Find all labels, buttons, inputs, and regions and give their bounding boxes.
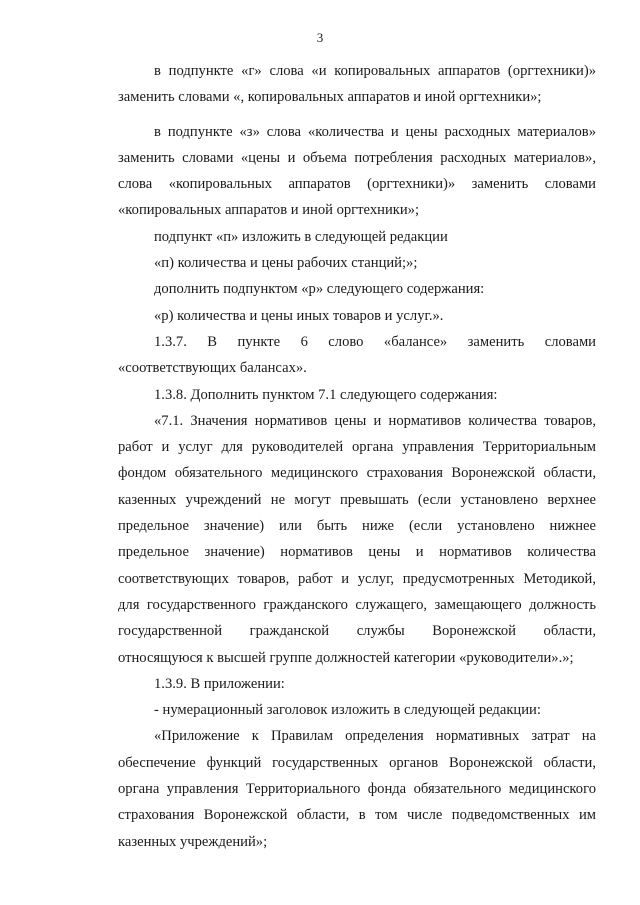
paragraph-1-3-9 [118,671,596,697]
text-line: предельное значение) нормативов цены и нормативов количества [118,544,596,561]
text-line: 1.3.7. В пункте 6 слово «балансе» заменить словами [154,333,596,350]
text-line: органа управления Территориального фонда обязательного медицинского [118,781,596,798]
text-line: в подпункте «г» слова «и копировальных аппаратов (оргтехники)» [154,63,596,79]
paragraph-subitem-z [118,119,596,224]
text-line: государственной гражданской службы Воронежской области, [118,623,596,640]
text-line: - нумерационный заголовок изложить в следующей редакции: [154,702,541,719]
paragraph-appendix-heading [118,723,596,854]
text-line: заменить словами «, копировальных аппаратов и иной оргтехники»; [118,89,542,106]
text-line: 1.3.8. Дополнить пунктом 7.1 следующего содержания: [154,386,498,403]
text-line: «7.1. Значения нормативов цены и нормативов количества товаров, [154,412,596,429]
text-line: «р) количества и цены иных товаров и услуг.». [154,307,444,324]
paragraph-subitem-g [118,58,596,111]
text-line: страхования Воронежской области, в том числе подведомственных им [118,807,596,824]
paragraph-heading-instruction [118,697,596,723]
paragraph-subitem-r-text [118,303,596,329]
text-line: фондом обязательного медицинского страхования Воронежской области, [118,465,596,482]
text-line: «Приложение к Правилам определения нормативных затрат на [154,728,596,745]
text-line: казенных учреждений»; [118,833,268,850]
text-line: соответствующих товаров, работ и услуг, предусмотренных Методикой, [118,570,596,587]
document-body [118,58,596,855]
text-line: в подпункте «з» слова «количества и цены расходных материалов» [154,123,596,140]
page-number: 3 [316,30,324,45]
text-line: «соответствующих балансах». [118,360,307,377]
paragraph-1-3-7 [118,329,596,382]
text-line: подпункт «п» изложить в следующей редакции [154,228,448,245]
text-line: «копировальных аппаратов и иной оргтехники»; [118,202,420,219]
text-line: относящуюся к высшей группе должностей категории «руководители».»; [118,649,574,666]
text-line: работ и услуг для руководителей органа управления Территориальным [118,439,596,456]
paragraph-1-3-8 [118,382,596,408]
paragraph-subitem-p-text [118,250,596,276]
text-line: предельное значение) или быть ниже (если установлено нижнее [118,518,596,535]
text-line: 1.3.9. В приложении: [154,675,285,692]
text-line: для государственного гражданского служащего, замещающего должность [118,596,596,613]
text-line: обеспечение функций государственных органов Воронежской области, [118,754,596,771]
text-line: слова «копировальных аппаратов (оргтехники)» заменить словами [118,176,596,193]
text-line: казенных учреждений не могут превышать (если установлено верхнее [118,491,596,508]
paragraph-add-subitem-r [118,276,596,302]
paragraph-7-1 [118,408,596,671]
paragraph-subitem-p [118,224,596,250]
text-line: «п) количества и цены рабочих станций;»; [154,255,418,272]
text-line: заменить словами «цены и объема потребления расходных материалов», [118,149,596,166]
text-line: дополнить подпунктом «р» следующего содержания: [154,281,485,298]
